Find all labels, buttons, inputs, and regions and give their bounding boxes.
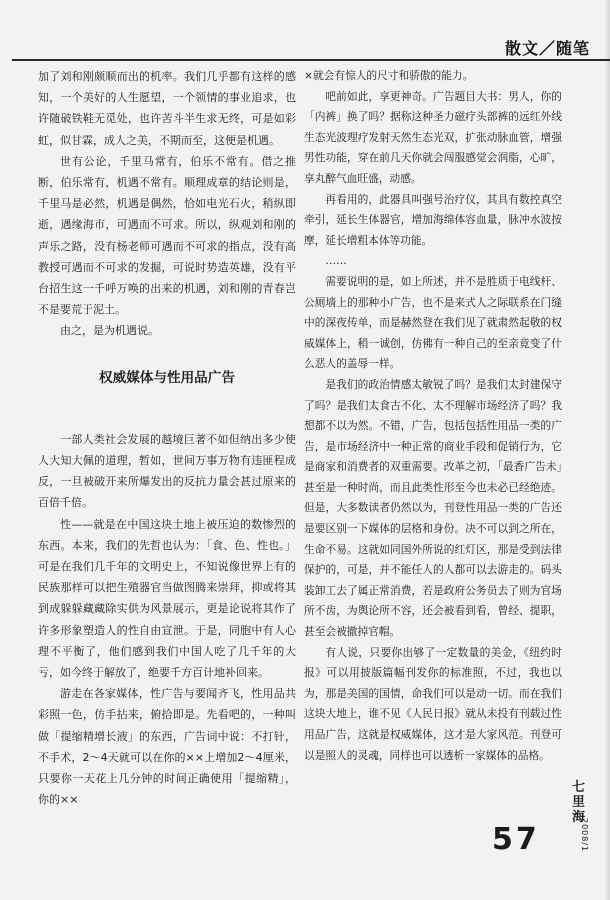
page-number: 57 (492, 822, 540, 857)
right-paragraph: 是我们的政治情感太敏锐了吗？是我们太封建保守了吗？是我们太食古不化、太不理解市场经济了吗？我想都不以为然。不错，广告，包括包括性用品一类的广告，是市场经济中一种正常的商业手段和促销行为，它是商家和消费者的双重需要。改革之初，「最香广告未」甚至是一种时尚，而且此类性形至今也未必已经绝迹。但是，大多数读者仍然以为，刊登性用品一类的广告还是要区别一下媒体的层格和身份。决不可以到之所在，生命不易。这就如同国外所说的红灯区，那是受到法律保护的，可是，并不能任人的人都可以去游走的。码头装卸工去了属正常消费，若是政府公务员去了则为官场所不齿，为舆论所不容，还会被看到看，曾经、提职，甚至会被撤掉官帽。 (304, 377, 562, 639)
spacer (38, 409, 296, 429)
binding-shadow (604, 0, 610, 900)
left-paragraph: 一部人类社会发展的越境巨著不如但纳出多少使人大知大佩的道理，暂如，世间万事万物有违匪程成反，一旦被破开来所爆发出的反抗力量会甚过原来的百倍千倍。 (38, 432, 296, 510)
left-paragraph: 游走在各家媒体，性广告与要闻齐飞，性用品共彩照一色，仿手拈来，俯拾即是。先看吧的，一种叫做「提缩精增长液」的东西，广告词中说：不打针，不手术，2～4天就可以在你的××上增加2～4厘米，只要你一天花上几分钟的时间正确使用「提缩精」，你的×× (38, 687, 296, 807)
right-paragraph: 再看用的，此器具叫强号治疗仪，其具有数控真空牵引，延长生体器官，增加海绵体容血量，脉冲水波按摩，延长增粗本体等功能。 (304, 192, 562, 247)
issue-label: 2008/1 (580, 818, 589, 853)
right-paragraph: 有人说，只要你出够了一定数量的美金，《纽约时报》可以用披版篇幅刊发你的标准照，不过，我也以为，那是美国的国情，命我们可以是动一切。而在我们这块大地上，谁不见《人民日报》就从未投有刊载过性用品广告，这就是权威媒体，这才是大家风范。刊登可以是照人的灵魂，同样也可以透析一家媒体的品格。 (304, 645, 562, 762)
right-column (304, 66, 562, 766)
left-paragraph: 由之，是为机遇说。 (60, 324, 159, 338)
section-label: 散文／随笔 (504, 39, 590, 58)
right-paragraph: 需要说明的是，如上所述，并不是胜质于电线杆、公厕墙上的那种小广告，也不是来式人之际联系在门缝中的深夜传单，而是赫然登在我们见了就肃然起敬的权威媒体上，稍一诚创，仿佛有一种自己的至亲竟变了什么恶人的盖辱一样。 (304, 274, 562, 371)
page-header (12, 36, 610, 60)
brand-name: 七里海 (572, 780, 586, 825)
ellipsis: …… (325, 254, 347, 268)
magazine-brand (572, 780, 596, 890)
article-title: 权威媒体与性用品广告 (99, 369, 235, 386)
right-paragraph: 吧前如此，享更神奇。广告题目大书：男人，你的「内裤」换了吗？据称这种圣力磁疗头部裤的远红外线生态光波理疗发射天然生态光双，扩张动脉血管，增强男性功能，穿在前几天你就会闯服感觉会润脂，心旷，享丸醉气血旺盛，动感。 (304, 89, 562, 185)
left-paragraph: 世有公论，千里马常有，伯乐不常有。借之推断，伯乐常有，机遇不常有。顺理成章的结论则是，千里马是必然，机遇是偶然，恰如电光石火，稍纵即逝，遇缘海市，可遇而不可求。所以，纵观刘和刚的声乐之路，没有杨老师可遇而不可求的指点，没有高教授可遇而不可求的发掘，可说时势造英雄，没有平台招生这一千呼万唤的出来的机遇，刘和刚的青春岂不是要荒于泥土。 (38, 154, 296, 317)
left-paragraph: 性——就是在中国这块土地上被压迫的数惨烈的东西。本来，我们的先哲也认为：「食、色、性也。」可是在我们几千年的文明史上，不知说像世界上有的民族那样可以把生殖器官当做图腾来崇拜，抑或将其到成躲躲藏藏除实供为风景展示，更是论说将其作了许多形象塑造人的性自由宣泄。于是，同胞中有人心理不平衡了，他们感到我们中国人吃了几千年的大亏，如今终于解放了，绝要千方百计地补回来。 (38, 517, 296, 680)
left-paragraph: 加了刘和刚颇顺而出的机率。我们几乎都有这样的感知，一个美好的人生愿望，一个领情的事业追求，也许随破铁鞋无觅处，也许苦斗半生求无终，可是如彩虹，似甘霖，成人之美，不期而至，这便是机遇。 (38, 70, 296, 147)
left-column (38, 66, 296, 811)
header-rule (12, 59, 610, 61)
right-paragraph: ×就会有惊人的尺寸和骄傲的能力。 (304, 69, 474, 82)
